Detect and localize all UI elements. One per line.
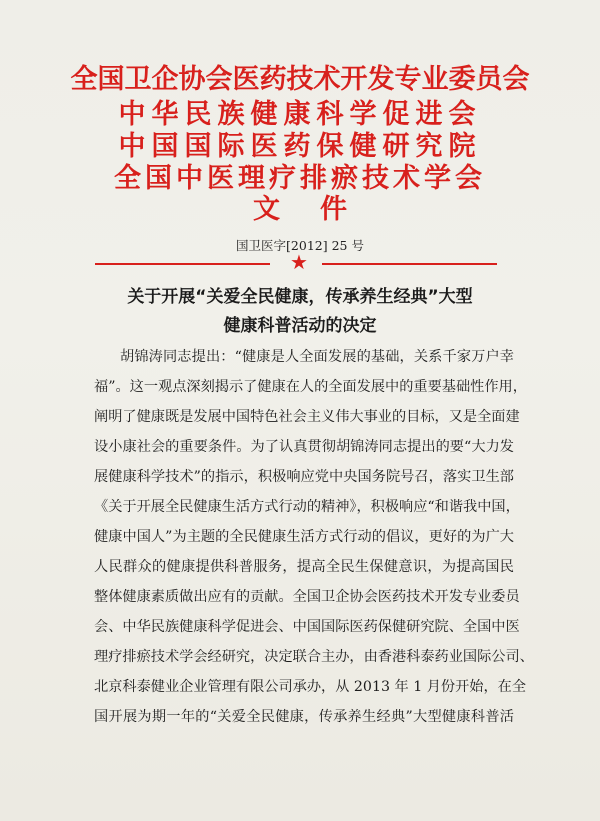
body-line: 健康中国人”为主题的全民健康生活方式行动的倡议，更好的为广大 <box>94 529 514 545</box>
document-title-line-1: 关于开展“关爱全民健康，传承养生经典”大型 <box>127 287 473 307</box>
body-line: 会、中华民族健康科学促进会、中国国际医药保健研究院、全国中医 <box>94 619 520 635</box>
issuer-name-1: 全国卫企协会医药技术开发专业委员会 <box>70 64 530 95</box>
document-label: 文件 <box>253 194 387 225</box>
star-icon: ★ <box>290 250 308 274</box>
body-line: 北京科泰健业企业管理有限公司承办，从 2013 年 1 月份开始，在全 <box>94 679 527 695</box>
body-line: 设小康社会的重要条件。为了认真贯彻胡锦涛同志提出的要“大力发 <box>94 439 514 455</box>
document-number: 国卫医字[2012] 25 号 <box>236 238 364 253</box>
body-line: 理疗排瘀技术学会经研究，决定联合主办，由香港科泰药业国际公司、 <box>94 649 534 665</box>
body-line: 阐明了健康既是发展中国特色社会主义伟大事业的目标，又是全面建 <box>94 409 520 425</box>
red-divider-left <box>95 263 270 265</box>
body-line: 整体健康素质做出应有的贡献。全国卫企协会医药技术开发专业委员 <box>94 589 520 605</box>
body-line: 福”。这一观点深刻揭示了健康在人的全面发展中的重要基础性作用， <box>94 379 527 395</box>
red-divider-right <box>322 263 497 265</box>
body-line: 人民群众的健康提供科普服务，提高全民生保健意识，为提高国民 <box>94 559 514 575</box>
document-title-line-2: 健康科普活动的决定 <box>223 316 377 336</box>
body-line: 国开展为期一年的“关爱全民健康，传承养生经典”大型健康科普活 <box>94 709 514 725</box>
issuer-name-4: 全国中医理疗排瘀技术学会 <box>114 163 486 194</box>
body-line: 展健康科学技术”的指示，积极响应党中央国务院号召，落实卫生部 <box>94 469 514 485</box>
body-line: 胡锦涛同志提出：“健康是人全面发展的基础，关系千家万户幸 <box>120 349 514 365</box>
issuer-name-2: 中华民族健康科学促进会 <box>118 99 482 130</box>
body-line: 《关于开展全民健康生活方式行动的精神》，积极响应“和谐我中国， <box>94 499 520 515</box>
issuer-name-3: 中国国际医药保健研究院 <box>118 131 482 162</box>
